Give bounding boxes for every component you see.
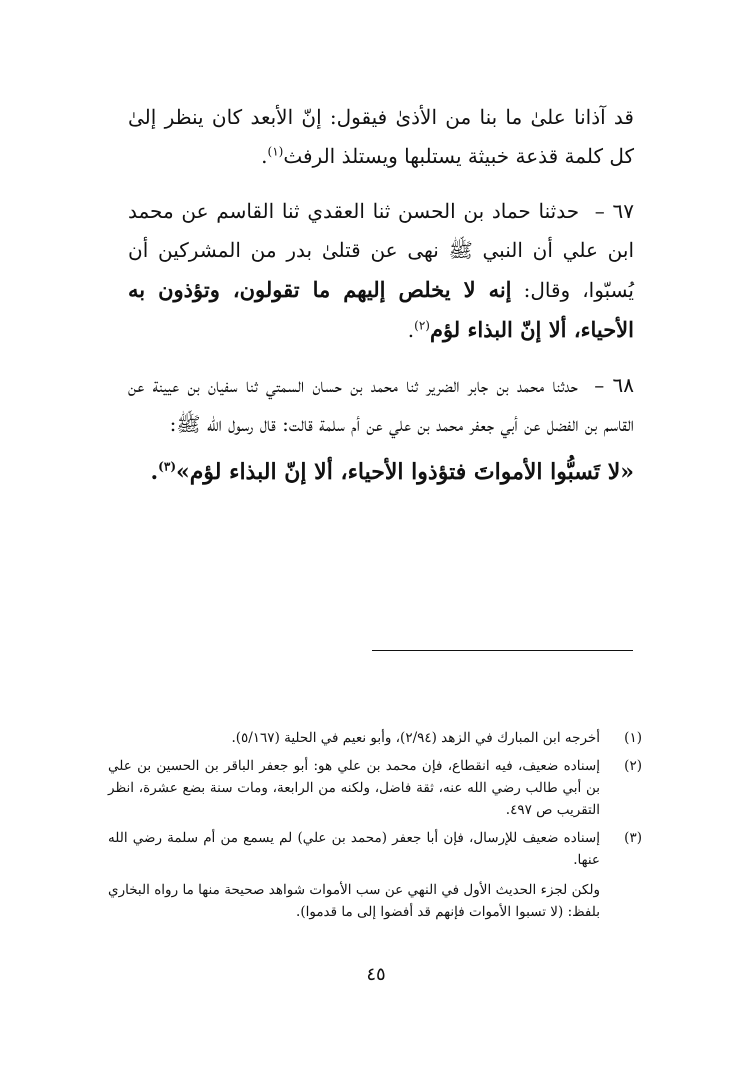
period: . bbox=[407, 318, 415, 342]
hadith-quote bbox=[128, 452, 634, 492]
isnad-text: حدثنا محمد بن جابر الضرير ثنا محمد بن حسان السمتي ثنا سفيان بن عيينة عن القاسم بن الفضل عن أبي جعفر محمد بن علي عن أم سلمة قالت: قال رسول الله ﷺ: bbox=[128, 373, 634, 436]
paragraph-continuation: قد آذانا علىٰ ما بنا من الأذىٰ فيقول: إنّ الأبعد كان ينظر إلىٰ كل كلمة قذعة خبيثة يستلبها ويستلذ الرفث$^{(١)}$. bbox=[128, 105, 634, 168]
footnote-text: إسناده ضعيف للإرسال، فإن أبا جعفر (محمد بن علي) لم يسمع من أم سلمة رضي الله عنها. bbox=[108, 830, 600, 868]
footnote-number: (٢) bbox=[624, 758, 642, 774]
footnote-3-continuation: ولكن لجزء الحديث الأول في النهي عن سب الأموات شواهد صحيحة منها ما رواه البخاري بلفظ: (لا تسبوا الأموات فإنهم قد أفضوا إلى ما قدموا). bbox=[108, 882, 600, 920]
page-number: ٤٥ bbox=[366, 964, 386, 985]
hadith-67 bbox=[128, 192, 634, 350]
hadith-68 bbox=[128, 366, 634, 444]
footnote-3 bbox=[108, 827, 642, 871]
hadith-number: ٦٧ – bbox=[594, 199, 634, 223]
period: . bbox=[150, 459, 159, 485]
footnote-ref-2: (٢) bbox=[414, 318, 430, 333]
footnote-number: (٣) bbox=[624, 830, 642, 846]
footnote-text: أخرجه ابن المبارك في الزهد (٢/٩٤)، وأبو نعيم في الحلية (٥/١٦٧). bbox=[231, 730, 600, 746]
hadith-text: إنه لا يخلص إليهم ما تقولون، وتؤذون به الأحياء، ألا إنّ البذاء لؤم bbox=[128, 277, 634, 342]
paragraph-text: قد آذانا علىٰ ما بنا من الأذىٰ فيقول: إنّ الأبعد كان ينظر إلىٰ كل كلمة قذعة خبيثة يستلبها ويستلذ الرفث bbox=[128, 105, 634, 168]
footnotes bbox=[108, 727, 642, 923]
footnote-separator bbox=[372, 650, 633, 651]
main-text bbox=[128, 98, 634, 508]
footnote-number: (١) bbox=[624, 730, 642, 746]
footnote-1 bbox=[108, 727, 642, 749]
footnote-ref-3: (٣) bbox=[158, 459, 176, 474]
hadith-number: ٦٨ – bbox=[594, 373, 634, 397]
footnote-text: إسناده ضعيف، فيه انقطاع، فإن محمد بن علي هو: أبو جعفر الباقر بن الحسين بن علي بن أبي طالب رضي الله عنه، ثقة فاضل، ولكنه من الرابعة، ومات سنة بضع عشرة، انظر التقريب ص ٤٩٧. bbox=[108, 758, 600, 818]
footnote-ref-1: (١) bbox=[267, 144, 284, 159]
isnad-text: حدثنا حماد بن الحسن ثنا العقدي ثنا القاسم عن محمد ابن علي أن النبي ﷺ نهى عن قتلىٰ بدر من المشركين أن يُسبّوا، وقال: bbox=[128, 199, 634, 302]
footnote-2 bbox=[108, 755, 642, 821]
quote-text: «لا تَسبُّوا الأمواتَ فتؤذوا الأحياء، ألا إنّ البذاء لؤم» bbox=[176, 459, 634, 485]
